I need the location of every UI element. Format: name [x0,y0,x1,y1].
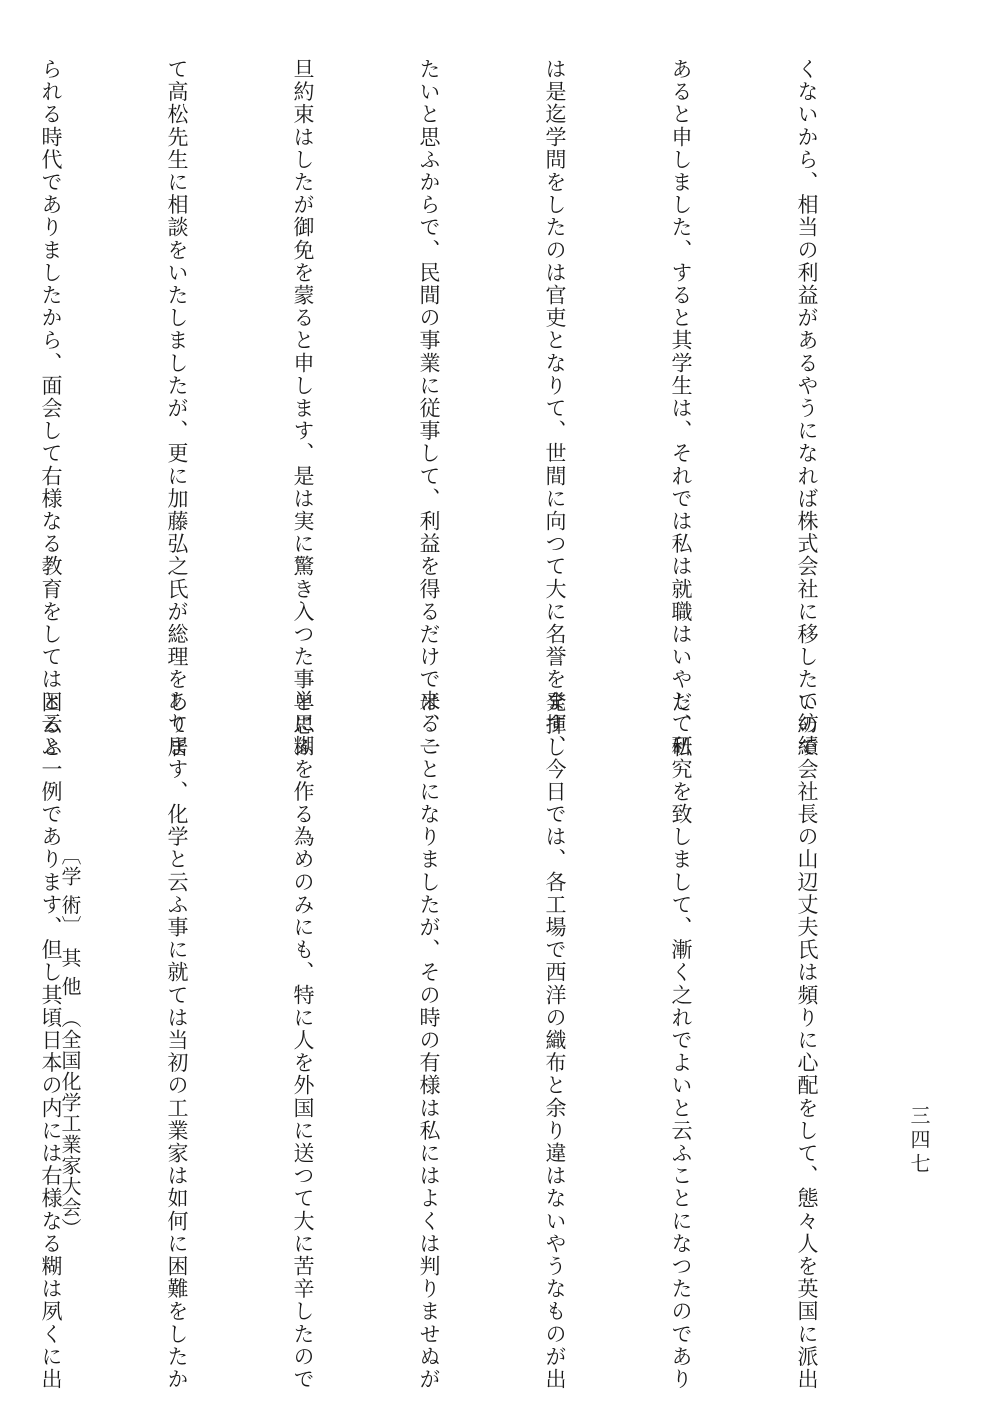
text-column: くないから、相当の利益があるやうになれば株式会社に移したいので [795,58,819,759]
text-column: 来ることになりましたが、その時の有様は私にはよくは判りませぬが [417,690,441,1391]
page-number: 三四七 [907,1105,931,1177]
text-column: して研究を致しまして、漸く之れでよいと云ふことになつたのであり [669,690,693,1391]
text-column: られる時代でありましたから、面会して右様なる教育をしては困ると [39,58,63,759]
text-column: 旦約束はしたが御免を蒙ると申します、是は実に驚き入つた事と思ふ [291,58,315,759]
text-column: あります、化学と云ふ事に就ては当初の工業家は如何に困難をしたか [165,690,189,1391]
text-column: と云ふ一例であります、但し其頃日本の内には右様なる糊は夙くに出 [39,690,63,1391]
text-column: あると申しました、すると其学生は、それでは私は就職はいやだ、私 [669,58,693,759]
text-column: ます、今日では、各工場で西洋の織布と余り違はないやうなものが出 [543,690,567,1391]
text-column: 単に糊を作る為めのみにも、特に人を外国に送つて大に苦辛したので [291,690,315,1391]
running-header: 〔学 術〕 其 他 （全国化学工業家大会） [58,845,82,1239]
text-column: たいと思ふからで、民間の事業に従事して、利益を得るだけでは、一 [417,58,441,759]
text-column: て高松先生に相談をいたしましたが、更に加藤弘之氏が総理をして居 [165,58,189,759]
text-column: は是迄学問をしたのは官吏となりて、世間に向つて大に名誉を発揮し [543,58,567,759]
text-column: て紡績会社長の山辺丈夫氏は頻りに心配をして、態々人を英国に派出 [795,690,819,1391]
upper-text-block [39,58,912,759]
